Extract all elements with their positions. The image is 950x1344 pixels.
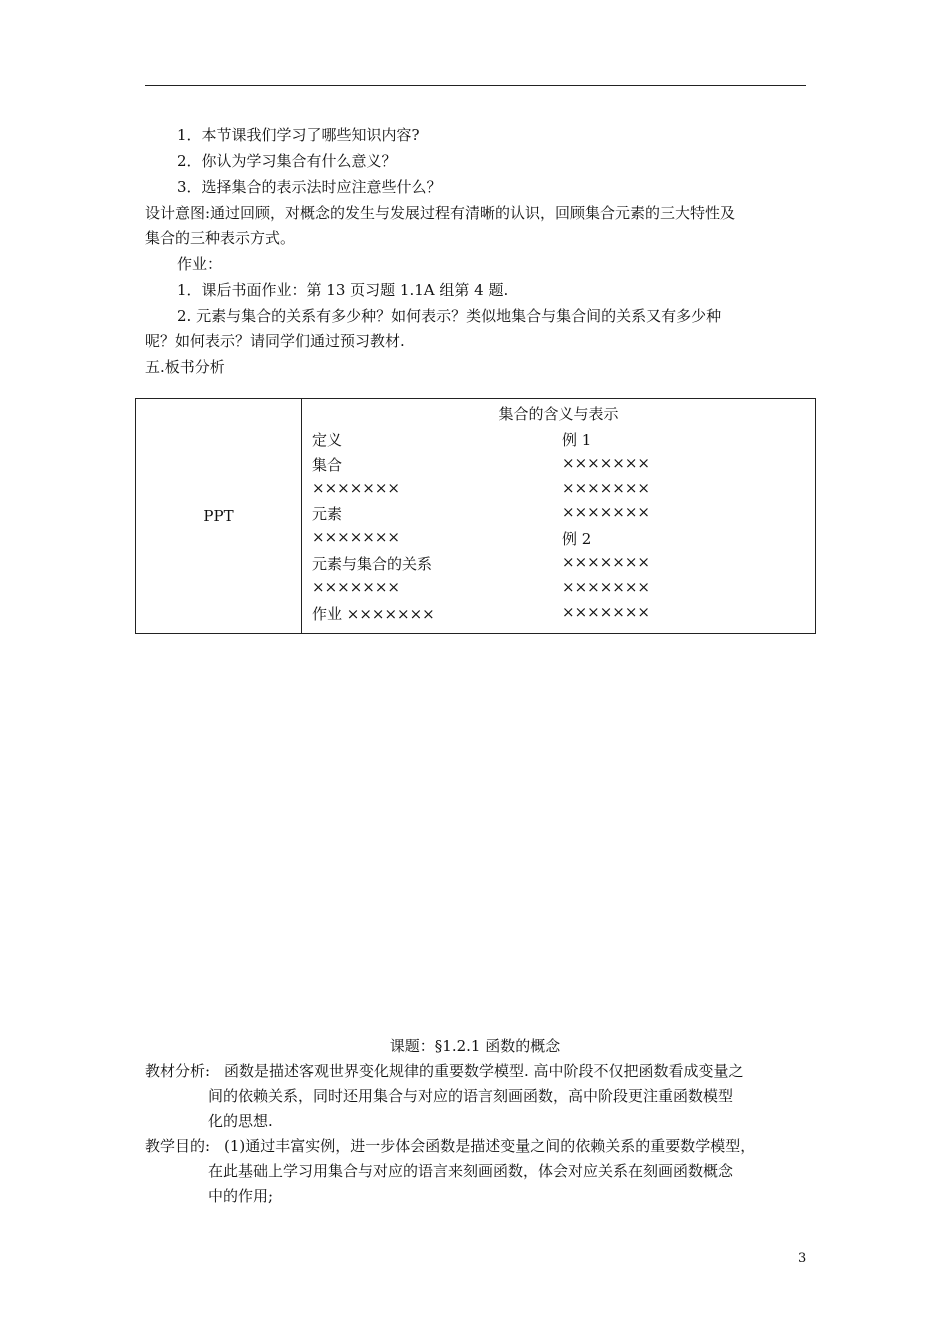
- goal-label: 教学目的:: [145, 1137, 211, 1155]
- board-left-item: 作业 ×××××××: [312, 605, 435, 623]
- board-left-item: 定义: [312, 431, 343, 449]
- page-number: 3: [798, 1251, 807, 1266]
- board-left-item: 集合: [312, 456, 343, 474]
- homework-item-1: 1．课后书面作业：第 13 页习题 1.1A 组第 4 题.: [177, 281, 509, 299]
- board-right-item: ×××××××: [562, 578, 650, 596]
- header-rule: [145, 85, 806, 86]
- lesson-title: 课题：§1.2.1 函数的概念: [389, 1037, 561, 1055]
- board-left-cell: [136, 399, 302, 634]
- homework-item-2-line-1: 2. 元素与集合的关系有多少种？如何表示？类似地集合与集合间的关系又有多少种: [177, 307, 722, 325]
- board-left-item: ×××××××: [312, 479, 400, 497]
- goal-line-3: 中的作用;: [208, 1187, 274, 1205]
- board-right-item: ×××××××: [562, 503, 650, 521]
- board-right-item: 例 2: [562, 530, 592, 548]
- summary-question-2: 2．你认为学习集合有什么意义？: [177, 152, 397, 170]
- analysis-label: 教材分析:: [145, 1062, 211, 1080]
- board-left-item: ×××××××: [312, 578, 400, 596]
- board-right-item: ×××××××: [562, 479, 650, 497]
- homework-item-2-line-2: 呢？如何表示？请同学们通过预习教材.: [145, 332, 405, 350]
- board-right-item: ×××××××: [562, 454, 650, 472]
- board-right-item: 例 1: [562, 431, 592, 449]
- homework-heading: 作业：: [177, 255, 223, 273]
- analysis-line-2: 间的依赖关系，同时还用集合与对应的语言刻画函数，高中阶段更注重函数模型: [208, 1087, 734, 1105]
- analysis-line-3: 化的思想.: [208, 1112, 273, 1130]
- board-title: 集合的含义与表示: [498, 405, 619, 423]
- board-right-cell: [302, 399, 816, 634]
- board-analysis-table: [135, 398, 816, 634]
- design-intent-line-1: 设计意图:通过回顾，对概念的发生与发展过程有清晰的认识，回顾集合元素的三大特性及: [145, 204, 736, 222]
- board-left-item: 元素与集合的关系: [312, 555, 433, 573]
- board-right-item: ×××××××: [562, 553, 650, 571]
- analysis-line-1: 函数是描述客观世界变化规律的重要数学模型. 高中阶段不仅把函数看成变量之: [224, 1062, 744, 1080]
- section-5-heading: 五.板书分析: [145, 358, 225, 376]
- board-left-item: 元素: [312, 505, 343, 523]
- goal-line-2: 在此基础上学习用集合与对应的语言来刻画函数，体会对应关系在刻画函数概念: [208, 1162, 734, 1180]
- ppt-label: PPT: [203, 507, 234, 525]
- summary-question-3: 3．选择集合的表示法时应注意些什么？: [177, 178, 442, 196]
- board-right-item: ×××××××: [562, 603, 650, 621]
- design-intent-line-2: 集合的三种表示方式。: [145, 229, 296, 247]
- goal-line-1: (1)通过丰富实例，进一步体会函数是描述变量之间的依赖关系的重要数学模型，: [224, 1137, 756, 1155]
- summary-question-1: 1．本节课我们学习了哪些知识内容?: [177, 126, 420, 144]
- board-left-item: ×××××××: [312, 528, 400, 546]
